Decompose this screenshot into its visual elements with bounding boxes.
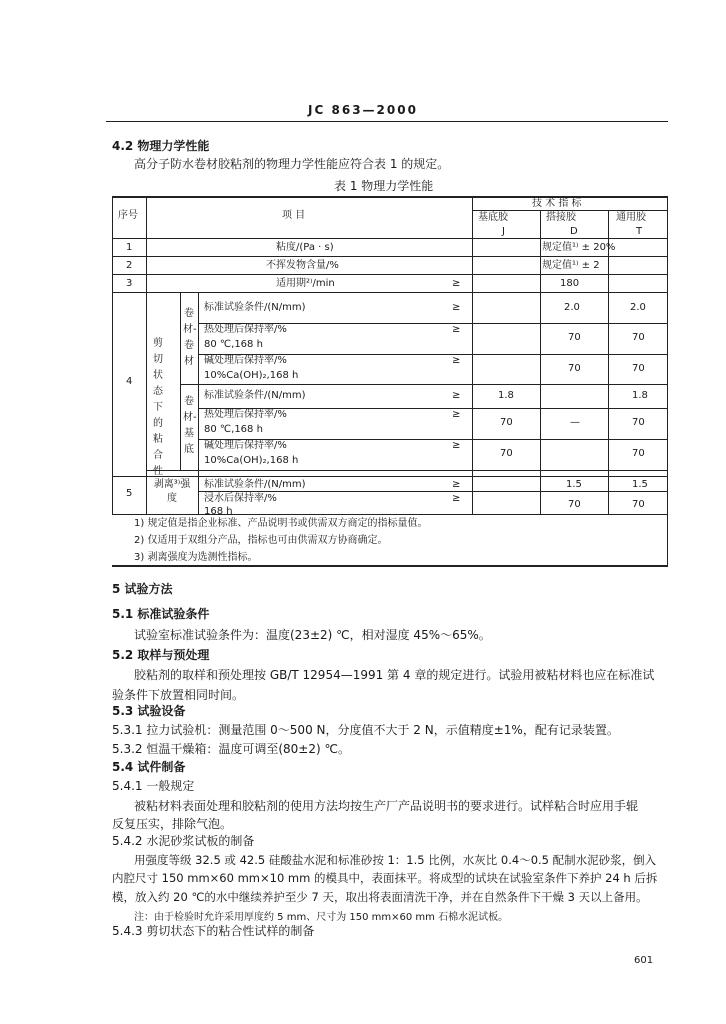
a2-cond: 80 ℃,168 h	[204, 339, 263, 350]
section-5-1-heading: 5.1 标准试验条件	[112, 607, 210, 621]
section-5-4-3-heading: 5.4.3 剪切状态下的粘合性试样的制备	[112, 924, 315, 938]
table-rule	[472, 210, 668, 211]
c1-label: 标准试验条件/(N/mm)	[204, 479, 306, 490]
table-caption: 表 1 物理力学性能	[334, 179, 434, 193]
table-rule	[198, 491, 668, 492]
header-rule	[106, 121, 668, 122]
a3-sym: ≥	[452, 355, 461, 366]
a3-cond: 10%Ca(OH)₂,168 h	[204, 370, 299, 381]
b2-cond: 80 ℃,168 h	[204, 424, 263, 435]
table-rule	[112, 292, 668, 293]
section-5-4-1-text: 反复压实，排除气泡。	[112, 817, 233, 831]
table-rule	[146, 470, 668, 471]
a2-sym: ≥	[452, 324, 461, 335]
a2-t: 70	[632, 332, 645, 343]
row4-no: 4	[126, 376, 133, 387]
table-rule	[180, 384, 668, 385]
section-5-2-heading: 5.2 取样与预处理	[112, 648, 210, 662]
table-rule	[112, 565, 668, 567]
a1-d: 2.0	[564, 302, 580, 313]
row4-sub1: 卷材-卷材	[183, 308, 197, 367]
a1-label: 标准试验条件/(N/mm)	[204, 302, 306, 313]
row1-item: 粘度/(Pa · s)	[276, 242, 334, 253]
section-5-4-1-heading: 5.4.1 一般规定	[112, 779, 195, 793]
table-rule	[198, 292, 199, 514]
b1-t: 1.8	[632, 390, 648, 401]
section-5-3-1: 5.3.1 拉力试验机：测量范围 0～500 N，分度值不大于 2 N，示值精度±1%，配有记录装置。	[112, 723, 619, 737]
header-col-d-code: D	[570, 226, 578, 237]
row5-group: 剥离³⁾强度	[153, 479, 191, 504]
b2-sym: ≥	[452, 409, 461, 420]
table-rule	[112, 238, 668, 239]
section-5-1-text: 试验室标准试验条件为：温度(23±2) ℃，相对湿度 45%～65%。	[134, 628, 491, 642]
c2-d: 70	[568, 499, 581, 510]
header-col-t: 通用胶	[616, 212, 646, 223]
c2-sym: ≥	[452, 493, 461, 504]
b2-label: 热处理后保持率/%	[204, 409, 287, 420]
table-rule	[146, 196, 147, 514]
c1-sym: ≥	[452, 479, 461, 490]
section-5-4-2-text: 用强度等级 32.5 或 42.5 硅酸盐水泥和标准砂按 1：1.5 比例，水灰比 0.4～0.5 配制水泥砂浆，倒入	[134, 853, 657, 867]
a3-label: 碱处理后保持率/%	[204, 355, 287, 366]
table-rule	[112, 514, 668, 515]
row4-sub2: 卷材-基底	[183, 396, 197, 455]
section-5-3-2: 5.3.2 恒温干燥箱：温度可调至(80±2) ℃。	[112, 742, 350, 756]
header-col-d: 搭接胶	[546, 212, 576, 223]
row3-sym: ≥	[452, 278, 461, 289]
b3-t: 70	[632, 448, 645, 459]
c1-d: 1.5	[566, 479, 582, 490]
b1-label: 标准试验条件/(N/mm)	[204, 390, 306, 401]
section-5-4-2-text: 模，放入约 20 ℃的水中继续养护至少 7 天，取出将表面清洗干净，并在自然条件下干燥 3 天以上备用。	[112, 890, 648, 904]
b2-d: —	[570, 417, 580, 428]
header-item: 项 目	[282, 210, 306, 221]
header-col-j-code: J	[502, 226, 505, 237]
table-rule	[540, 210, 541, 292]
row2-no: 2	[126, 260, 133, 271]
physical-properties-table	[112, 196, 668, 567]
c2-cond: 168 h	[204, 506, 233, 517]
b2-j: 70	[500, 417, 513, 428]
a2-d: 70	[568, 332, 581, 343]
row1-value: 规定值¹⁾ ± 20%	[542, 242, 616, 253]
row3-item: 适用期²⁾/min	[276, 278, 335, 289]
table-rule	[112, 196, 113, 514]
section-5-4-heading: 5.4 试件制备	[112, 760, 186, 774]
row2-value: 规定值¹⁾ ± 2	[542, 260, 600, 271]
section-4-2-heading: 4.2 物理力学性能	[112, 139, 210, 153]
a1-sym: ≥	[452, 302, 461, 313]
table-rule	[112, 256, 668, 257]
row2-item: 不挥发物含量/%	[266, 260, 339, 271]
b3-label: 碱处理后保持率/%	[204, 440, 287, 451]
c1-t: 1.5	[632, 479, 648, 490]
header-col-j: 基底胶	[478, 212, 508, 223]
a3-t: 70	[632, 363, 645, 374]
c2-label: 浸水后保持率/%	[204, 493, 277, 504]
table-note: 1) 规定值是指企业标准、产品说明书或供需双方商定的指标量值。	[134, 518, 428, 529]
header-col-t-code: T	[636, 226, 643, 237]
b3-j: 70	[500, 448, 513, 459]
a2-label: 热处理后保持率/%	[204, 324, 287, 335]
b3-sym: ≥	[452, 440, 461, 451]
section-4-2-text: 高分子防水卷材胶粘剂的物理力学性能应符合表 1 的规定。	[134, 157, 450, 171]
section-5-4-1-text: 被粘材料表面处理和胶粘剂的使用方法均按生产厂产品说明书的要求进行。试样粘合时应用手辊	[134, 799, 639, 813]
b1-j: 1.8	[498, 390, 514, 401]
b1-sym: ≥	[452, 390, 461, 401]
page-number: 601	[634, 955, 654, 966]
row3-no: 3	[126, 278, 133, 289]
row1-no: 1	[126, 242, 133, 253]
section-5-4-2-note: 注：由于检验时允许采用厚度约 5 mm、尺寸为 150 mm×60 mm 石棉水泥试板。	[134, 912, 509, 923]
header-seq: 序号	[118, 210, 138, 221]
b2-t: 70	[632, 417, 645, 428]
a3-d: 70	[568, 363, 581, 374]
table-rule	[472, 196, 473, 514]
a1-t: 2.0	[630, 302, 646, 313]
c2-t: 70	[632, 499, 645, 510]
table-rule	[667, 196, 668, 566]
section-5-3-heading: 5.3 试验设备	[112, 704, 186, 718]
table-rule	[112, 274, 668, 275]
section-5-2-text: 验条件下放置相同时间。	[112, 688, 245, 702]
row3-value: 180	[560, 278, 580, 289]
section-5-4-2-text: 内腔尺寸 150 mm×60 mm×10 mm 的模具中，表面抹平。将成型的试块在试验室条件下养护 24 h 后拆	[112, 871, 658, 885]
table-note: 3) 剥离强度为选测性指标。	[134, 552, 258, 563]
header-tech: 技 术 指 标	[532, 198, 582, 209]
row4-group: 剪切状态下的粘合性	[153, 338, 163, 477]
table-rule	[112, 476, 668, 477]
section-5-heading: 5 试验方法	[112, 582, 173, 596]
table-rule	[180, 292, 181, 470]
table-rule	[112, 196, 668, 198]
section-5-4-2-heading: 5.4.2 水泥砂浆试板的制备	[112, 834, 255, 848]
standard-number-header: JC 863—2000	[308, 103, 418, 117]
section-5-2-text: 胶粘剂的取样和预处理按 GB/T 12954—1991 第 4 章的规定进行。试验用被粘材料也应在标准试	[134, 668, 655, 682]
row5-no: 5	[126, 488, 133, 499]
b3-cond: 10%Ca(OH)₂,168 h	[204, 455, 299, 466]
table-note: 2) 仅适用于双组分产品，指标也可由供需双方协商确定。	[134, 535, 388, 546]
table-rule	[540, 292, 541, 514]
table-rule	[608, 292, 609, 514]
